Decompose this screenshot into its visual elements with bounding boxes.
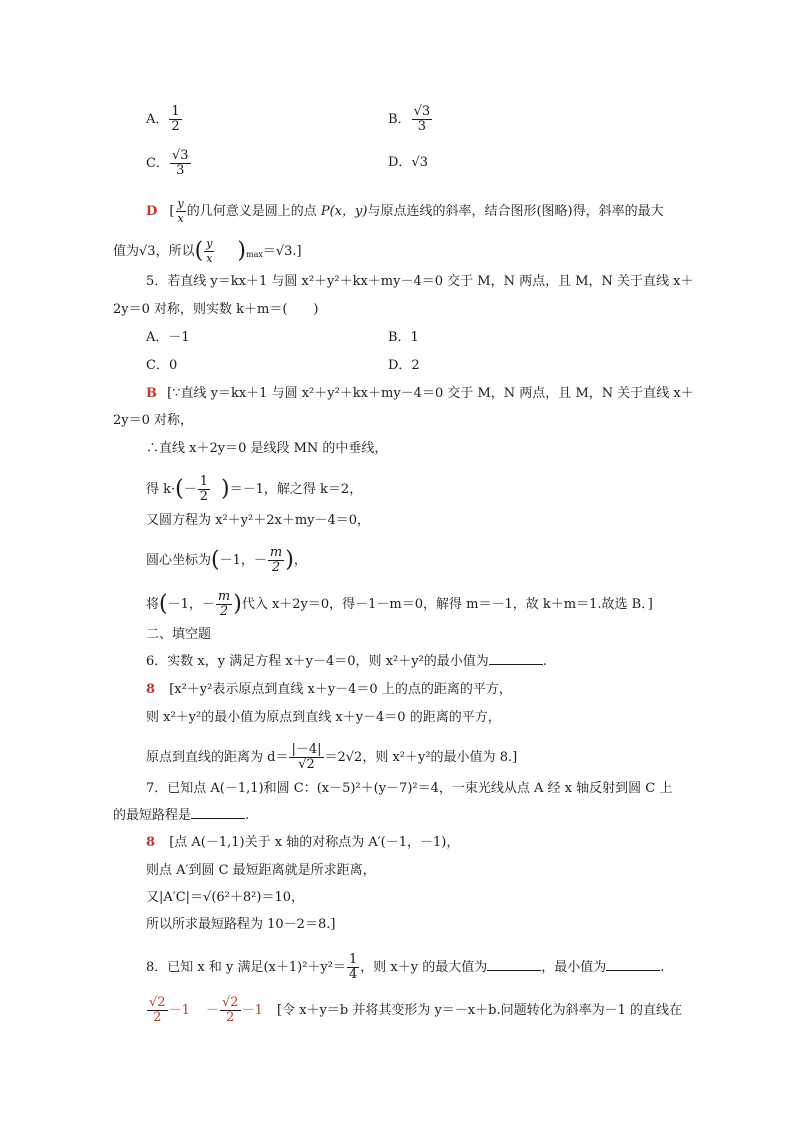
- denominator: √2: [298, 757, 315, 772]
- answer-max-fraction: [147, 996, 168, 1025]
- denominator: 2: [171, 119, 180, 134]
- numerator: √3: [413, 104, 431, 119]
- option-label: D．: [388, 155, 412, 170]
- denominator: 4: [349, 967, 358, 982]
- answer-blank-min: [606, 958, 660, 971]
- fraction: [412, 105, 433, 134]
- numerator: 1: [171, 104, 180, 119]
- q4-option-b: [388, 105, 433, 134]
- text: ＝√3.]: [262, 244, 302, 259]
- answer-min-sign: －: [205, 1003, 219, 1018]
- text: 的几何意义是圆上的点: [186, 204, 321, 219]
- text: ，: [293, 553, 307, 568]
- paren-right: ): [237, 238, 246, 264]
- q5-option-d: D．2: [388, 358, 420, 373]
- text: 代入 x＋2y＝0，得－1－m＝0，解得 m＝－1，故 k＋m＝1.故选 B．]: [241, 597, 653, 612]
- answer-blank: [191, 806, 245, 819]
- bracket: [: [169, 204, 175, 219]
- denominator: 2: [226, 1010, 235, 1025]
- numerator: √2: [222, 995, 239, 1010]
- fraction: [289, 743, 323, 772]
- paren-right: ): [221, 476, 230, 502]
- point: P(x，y): [320, 204, 368, 219]
- numerator: m: [269, 545, 283, 560]
- answer-label: 8: [146, 835, 156, 850]
- denominator: 3: [176, 163, 185, 178]
- option-value: √3: [411, 155, 428, 170]
- text: [令 x＋y＝b 并将其变形为 y＝－x＋b.问题转化为斜率为－1 的直线在: [276, 1003, 682, 1018]
- q4-option-c: [146, 149, 192, 178]
- fraction: [216, 590, 232, 619]
- text: 值为: [113, 244, 140, 259]
- q7-solution-line2: 则点 A′到圆 C 最短距离就是所求距离，: [146, 863, 376, 878]
- answer-label: D: [146, 204, 158, 219]
- q5-stem-line1: 5．若直线 y＝kx＋1 与圆 x²＋y²＋kx＋my－4＝0 交于 M，N 两点，且 M，N 关于直线 x＋: [146, 274, 694, 289]
- q4-option-d: [388, 153, 428, 173]
- paren-right: ): [285, 547, 294, 573]
- q5-solution-line5: 又圆方程为 x²＋y²＋2x＋my－4＝0，: [146, 513, 371, 528]
- q7-solution-line1: [146, 833, 459, 853]
- q5-option-c: C．0: [146, 358, 178, 373]
- numerator: √3: [171, 148, 189, 163]
- fraction: [204, 237, 214, 266]
- text: ＝2√2，则 x²＋y²的最小值为 8.]: [324, 750, 518, 765]
- text: ，则 x＋y 的最大值为: [360, 960, 488, 975]
- answer-label: 8: [146, 682, 156, 697]
- text: 原点到直线的距离为 d＝: [146, 750, 289, 765]
- denominator: 2: [199, 489, 209, 504]
- fraction: [176, 197, 186, 226]
- q4-solution-line1: [146, 197, 664, 226]
- q6-stem: [146, 652, 547, 672]
- numerator: y: [206, 237, 213, 250]
- text: －1，－: [219, 553, 267, 568]
- text: 的最短路程是: [113, 808, 192, 823]
- text: 8．已知 x 和 y 满足(x＋1)²＋y²＝: [146, 960, 346, 975]
- text: [x²＋y²表示原点到直线 x＋y－4＝0 上的点的距离的平方，: [169, 682, 512, 697]
- q7-solution-line3: 又|A′C|＝√(6²＋8²)＝10，: [146, 890, 304, 905]
- fraction: [170, 149, 191, 178]
- subscript: max: [246, 250, 263, 259]
- text: ，所以: [155, 244, 195, 259]
- q8-stem: [146, 953, 664, 982]
- numerator: 1: [199, 474, 209, 489]
- fraction: [169, 105, 181, 134]
- answer-min-tail: －1: [241, 1003, 263, 1018]
- fraction: [268, 546, 284, 575]
- denominator: x: [177, 212, 184, 225]
- numerator: √2: [149, 995, 166, 1010]
- q5-solution-line6: [146, 546, 307, 575]
- answer-min-fraction: [220, 996, 241, 1025]
- q4-solution-line2: [113, 237, 302, 266]
- q5-solution-line2: 2y＝0 对称，: [113, 413, 194, 428]
- q5-solution-line1: [146, 384, 694, 404]
- denominator: 2: [271, 560, 281, 575]
- text: ＝－1，解之得 k＝2，: [229, 482, 363, 497]
- numerator: |－4|: [291, 742, 322, 757]
- answer-blank-max: [487, 958, 541, 971]
- q7-stem-line2: [113, 806, 249, 826]
- q5-solution-line3: ∴直线 x＋2y＝0 是线段 MN 的中垂线，: [146, 441, 388, 456]
- text: .: [245, 808, 250, 823]
- section-title: 二、填空题: [146, 627, 212, 642]
- text: 将: [146, 597, 160, 612]
- option-label: C．: [146, 156, 169, 171]
- text: 与原点连线的斜率，结合图形(图略)得，斜率的最大: [367, 204, 664, 219]
- q5-solution-line4: [146, 475, 362, 504]
- fraction: [198, 475, 210, 504]
- text: 圆心坐标为: [146, 553, 212, 568]
- paren-left: (: [211, 547, 220, 573]
- text: ，最小值为: [541, 960, 607, 975]
- paren-left: (: [175, 476, 184, 502]
- q5-stem-line2: 2y＝0 对称，则实数 k＋m＝( ): [113, 302, 319, 317]
- answer-max-tail: －1: [168, 1003, 190, 1018]
- q6-solution-line2: 则 x²＋y²的最小值为原点到直线 x＋y－4＝0 的距离的平方，: [146, 710, 501, 725]
- q7-stem-line1: 7．已知点 A(－1,1)和圆 C：(x－5)²＋(y－7)²＝4，一束光线从点 A 经 x 轴反射到圆 C 上: [146, 781, 673, 796]
- math: √3: [139, 244, 156, 259]
- q7-solution-line4: 所以所求最短路程为 10－2＝8.]: [146, 917, 336, 932]
- option-label: A．: [146, 112, 169, 127]
- q4-option-a: [146, 105, 183, 134]
- text: [∵直线 y＝kx＋1 与圆 x²＋y²＋kx＋my－4＝0 交于 M，N 两点，且 M，N 关于直线 x＋: [167, 386, 694, 401]
- q5-option-b: B．1: [388, 330, 419, 345]
- q6-solution-line3: [146, 743, 517, 772]
- fraction: [347, 953, 359, 982]
- text: 得 k·: [146, 482, 176, 497]
- numerator: y: [177, 197, 184, 210]
- denominator: 2: [219, 604, 229, 619]
- q6-solution-line1: [146, 680, 512, 700]
- text: [点 A(－1,1)关于 x 轴的对称点为 A′(－1，－1)，: [169, 835, 460, 850]
- answer-label: B: [146, 386, 157, 401]
- paren-left: (: [159, 591, 168, 617]
- numerator: m: [217, 589, 231, 604]
- denominator: 2: [153, 1010, 162, 1025]
- denominator: 3: [417, 119, 426, 134]
- text: －1，－: [167, 597, 215, 612]
- option-label: B．: [388, 112, 411, 127]
- q5-option-a: A．－1: [146, 330, 190, 345]
- text: .: [660, 960, 665, 975]
- text: 6．实数 x，y 满足方程 x＋y－4＝0，则 x²＋y²的最小值为: [146, 654, 489, 669]
- q5-solution-line7: [146, 590, 653, 619]
- paren-left: (: [194, 238, 204, 264]
- numerator: 1: [349, 952, 358, 967]
- paren-right: ): [233, 591, 242, 617]
- q8-solution-line1: [146, 996, 682, 1025]
- denominator: x: [206, 252, 213, 265]
- sign: －: [183, 482, 197, 497]
- text: .: [542, 654, 547, 669]
- answer-blank: [489, 652, 543, 665]
